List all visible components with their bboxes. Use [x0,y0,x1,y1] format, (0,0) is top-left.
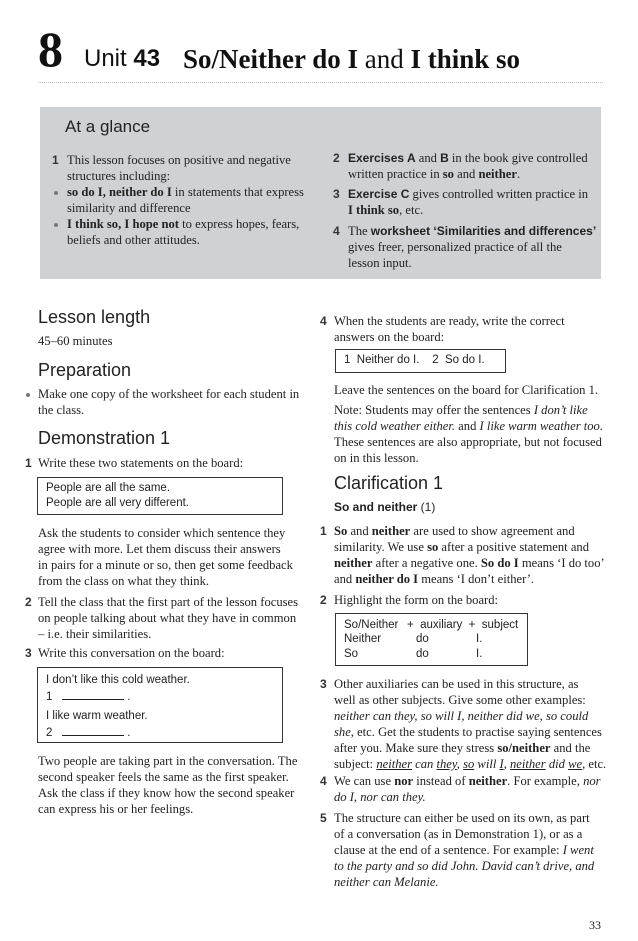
c4-line1: We can use [334,774,395,788]
answer-2-dot: . [127,727,131,739]
glance-item-2-rest: in the book give controlled [448,151,588,165]
title-part-b: and [364,44,404,74]
glance-item-1 [67,152,291,184]
clarification-subheading [334,499,435,515]
demo-step-2 [38,594,298,642]
glance-item-3 [348,186,588,218]
unit-number: 8 [38,21,63,77]
step-number: 2 [320,593,327,607]
c1-and: and [347,524,372,538]
demo-step-4-line1: When the students are ready, write the correct [334,314,565,328]
note-and: and [455,419,480,433]
glance-item-1-line2: structures including: [67,169,171,183]
leave-sentence: Leave the sentences on the board for Clarification 1. [334,383,599,397]
lesson-length-value: 45–60 minutes [38,334,113,348]
glance-item-2 [348,150,588,182]
form-row1-col2: do [416,633,429,645]
page-title [183,43,520,75]
c1-line4-rest: means ‘I don’t either’. [418,572,535,586]
answer-2-number: 2 [46,727,53,739]
note-paragraph [334,402,603,466]
c3-examples: neither can they, so will I, neither did we, so could [334,709,589,723]
bullet-icon [54,223,58,227]
form-row1-col3: I. [476,633,483,645]
step-number: 5 [320,811,327,825]
note-example-1b: this cold weather either. [334,419,456,433]
title-part-a: So/Neither do I [183,44,359,74]
bullet-icon [54,191,58,195]
board-box-2-line1: I don’t like this cold weather. [46,674,190,686]
c3-example-she: she [334,725,351,739]
note-line1: Note: Students may offer the sentences [334,403,534,417]
board-box-3-text: 1 Neither do I. 2 So do I. [344,354,485,366]
glance-item-4 [348,223,596,271]
step-number: 3 [320,677,327,691]
note-line4: on in this lesson. [334,451,419,465]
clarification-point-2: Highlight the form on the board: [334,593,499,607]
two-people-line1: Two people are taking part in the conversation. The [38,754,298,768]
answer-1-number: 1 [46,691,53,703]
glance-item-2-and2: and [453,167,479,181]
glance-item-4-line2: gives freer, personalized practice of all the [348,240,562,254]
step-number: 3 [25,646,32,660]
step-number: 4 [320,314,327,328]
c3-line2: well as other subjects. Give some other examples: [334,693,586,707]
clarification-point-3 [334,676,606,772]
glance-bullet-2-bold: I think so, I hope not [67,217,179,231]
glance-bullet-2-line2: beliefs and other attitudes. [67,233,200,247]
glance-item-3-rest: gives controlled written practice in [409,187,589,201]
answer-1-dot: . [127,691,131,703]
board-box-1-line1: People are all the same. [46,482,171,494]
c4-instead: instead of [413,774,469,788]
c1-so-do-i: So do I [480,556,519,570]
c4-neither: neither [468,774,508,788]
step-number: 4 [320,774,327,788]
c3-comma: , [456,757,464,771]
worksheet-title: ‘Similarities and differences’ [430,224,597,238]
answer-blank-2 [62,725,124,736]
ask-line3: in pairs for a minute or so, then get some feedback [38,558,293,572]
clarification-point-4 [334,773,601,805]
c4-nor: nor [394,774,414,788]
stress-word: so [463,757,475,771]
c1-neither-2: neither [334,556,373,570]
c3-line4-rest: , etc. Get the students to practise saying sentences [350,725,602,739]
ask-line2: agree with more. Let them discuss their answers [38,542,281,556]
bullet-icon [26,393,30,397]
at-a-glance-title: At a glance [65,117,151,136]
c3-etc: , etc. [582,757,607,771]
clarification-point-1 [334,523,605,587]
form-header-1: So/Neither [344,619,399,631]
ask-paragraph [38,525,293,589]
glance-item-3-line2: , etc. [399,203,424,217]
two-people-line2: second speaker feels the same as the first speaker. [38,770,289,784]
c3-line6: subject: [334,757,377,771]
clarification-point-5 [334,810,594,890]
stress-word: they [436,757,457,771]
c5-example-a: I went [562,843,594,857]
glance-item-number: 2 [333,151,340,165]
form-row2-col1: So [344,648,359,660]
form-header-2: + auxiliary + subject [407,619,519,631]
demo-step-3: Write this conversation on the board: [38,646,225,660]
demo-step-2-line1: Tell the class that the first part of the lesson focuses [38,595,299,609]
preparation-line1: Make one copy of the worksheet for each student in [38,387,300,401]
demo-step-2-line2: on people talking about what they have in common [38,611,297,625]
glance-item-number: 1 [52,153,59,167]
note-example-2: I like warm weather too. [479,419,603,433]
board-box-1-text [46,481,189,511]
board-box-2-line3: I like warm weather. [46,710,148,722]
glance-bullet-1-bold: so do I, neither do I [67,185,172,199]
unit-label-num: 43 [133,45,161,72]
c1-line3-rest: means ‘I do too’ [518,556,605,570]
c1-neither-do-i: neither do I [355,572,419,586]
board-box-1-line2: People are all very different. [46,497,189,509]
c3-line5-rest: and the [550,741,591,755]
worksheet-label: worksheet [370,224,431,238]
c3-so-neither: so/neither [497,741,551,755]
glance-item-number: 3 [333,187,340,201]
form-row2-col3: I. [476,648,483,660]
page-number: 33 [589,918,601,932]
c3-can: can [412,757,437,771]
exercises-a-label: Exercises A [348,151,416,165]
demo-step-1: Write these two statements on the board: [38,456,244,470]
glance-item-2-and: and [415,151,441,165]
demonstration-heading: Demonstration 1 [38,428,171,448]
exercises-b-label: B [440,151,449,165]
c1-line2-rest: after a positive statement and [438,540,590,554]
c5-example-b: to the party and so did John. David can’t drive, and [334,859,595,873]
clarification-heading: Clarification 1 [334,473,444,493]
glance-bullet-1 [67,184,304,216]
two-people-line3: Ask the class if they know how the second speaker [38,786,295,800]
form-row1-col1: Neither [344,633,382,645]
stress-word: I [499,757,504,771]
title-part-c: I think so [410,44,521,74]
stress-word: neither [376,757,413,771]
clarification-subheading-bold: So and neither [334,500,418,514]
c3-line5: after you. Make sure they stress [334,741,498,755]
glance-bullet-2 [67,216,299,248]
c3-will: will [474,757,500,771]
glance-item-2-so: so [442,167,454,181]
c5-example-c: neither can Melanie. [334,875,439,889]
glance-bullet-2-rest: to express hopes, fears, [179,217,300,231]
c4-example-nor: nor [583,774,601,788]
c3-did: did [545,757,569,771]
c3-comma: , [503,757,510,771]
c1-line4: and [334,572,356,586]
c3-line1: Other auxiliaries can be used in this structure, as [334,677,579,691]
demo-step-4-line2: answers on the board: [334,330,445,344]
answer-blank-1 [62,689,124,700]
step-number: 1 [25,456,32,470]
unit-label [84,44,160,74]
glance-item-2-neither: neither [478,167,517,181]
demo-step-4 [334,313,565,345]
glance-item-2-line2: written practice in [348,167,443,181]
form-row2-col2: do [416,648,429,660]
glance-item-3-bold: I think so [348,203,400,217]
c5-line3: clause at the end of a sentence. For example: [334,843,563,857]
c5-line2: of a conversation (as in Demonstration 1), or as a [334,827,583,841]
c1-line2: similarity. We use [334,540,428,554]
c1-line3: after a negative one. [372,556,481,570]
c1-so: So [334,524,348,538]
two-people-line4: can express his or her feelings. [38,802,194,816]
board-box-2-answer2 [46,725,130,741]
step-number: 2 [25,595,32,609]
c4-example: do I, nor can they. [334,790,426,804]
c4-line1-rest: . For example, [507,774,584,788]
glance-bullet-1-line2: similarity and difference [67,201,191,215]
preparation-line2: the class. [38,403,85,417]
note-line3: These sentences are also appropriate, but not focused [334,435,602,449]
glance-bullet-1-rest: in statements that express [171,185,304,199]
c5-line1: The structure can either be used on its own, as part [334,811,590,825]
note-example-1a: I don’t like [533,403,588,417]
c1-neither: neither [371,524,411,538]
lesson-length-heading: Lesson length [38,307,151,327]
clarification-subheading-num: (1) [417,500,436,514]
unit-label-prefix: Unit [84,45,127,72]
glance-item-1-line1: This lesson focuses on positive and negative [67,153,291,167]
step-number: 1 [320,524,327,538]
stress-word: neither [509,757,546,771]
glance-item-4-line3: lesson input. [348,256,412,270]
glance-item-number: 4 [333,224,340,238]
c1-line1-rest: are used to show agreement and [410,524,575,538]
two-people-paragraph [38,753,297,817]
board-box-2-answer1 [46,689,130,705]
preparation-text [38,386,299,418]
glance-item-4-pre: The [348,224,371,238]
header-divider [38,82,603,83]
exercise-c-label: Exercise C [348,187,410,201]
demo-step-2-line3: – i.e. their similarities. [38,627,152,641]
ask-line4: from the class on what they think. [38,574,210,588]
c1-so-2: so [427,540,439,554]
glance-item-2-end: . [516,167,521,181]
preparation-heading: Preparation [38,360,132,380]
ask-line1: Ask the students to consider which sentence they [38,526,286,540]
stress-word: we [568,757,583,771]
